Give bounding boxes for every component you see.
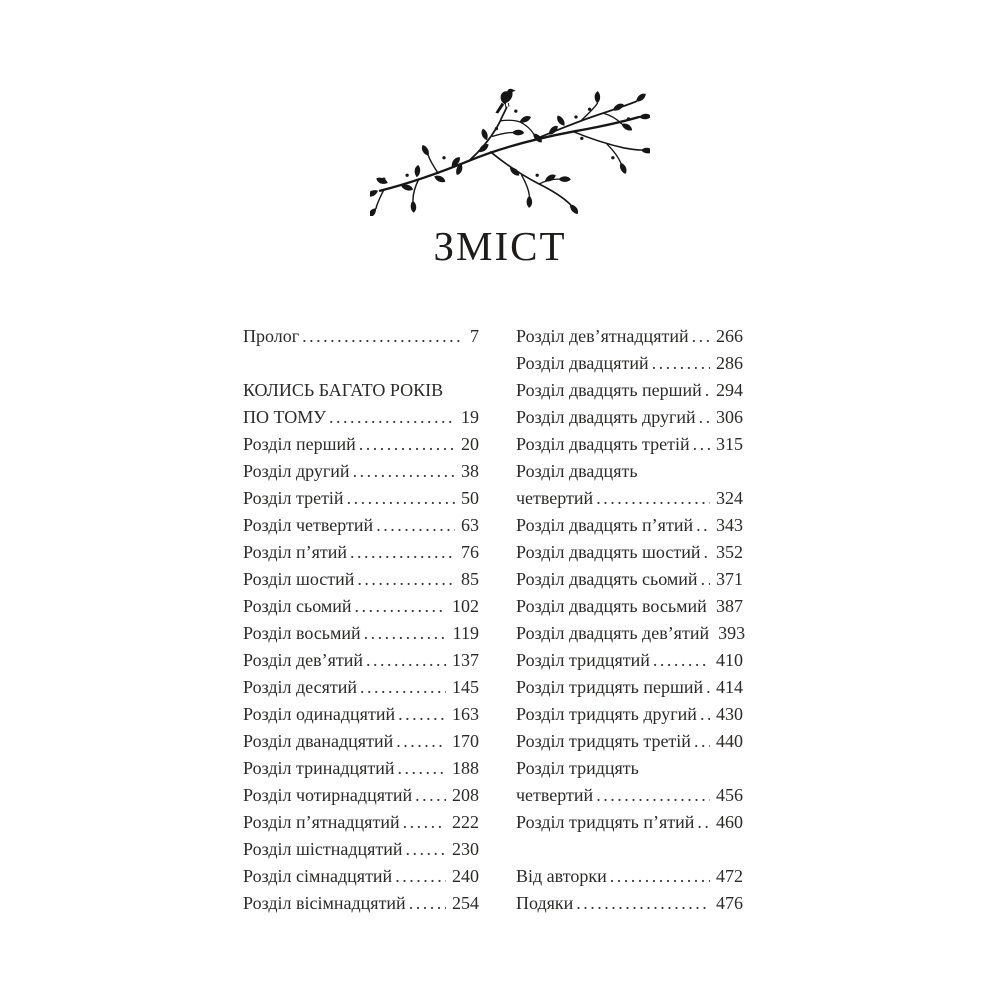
toc-page-number: 286 [716, 353, 743, 373]
toc-row [516, 350, 743, 377]
dot-leader [376, 512, 455, 539]
dot-leader [415, 782, 446, 809]
toc-entry-label: Розділ дев’ятий [243, 650, 364, 670]
toc-page-number: 254 [452, 893, 479, 913]
toc-entry-label: Розділ шостий [243, 569, 355, 589]
toc-page-number: 63 [461, 515, 479, 535]
toc-row [516, 728, 743, 755]
toc-entry-label: четвертий [516, 785, 594, 805]
toc-entry-label: Розділ тридцять другий [516, 704, 697, 724]
toc-entry-label: Розділ п’ятий [243, 542, 348, 562]
toc-entry-label: Розділ тридцятий [516, 650, 650, 670]
toc-entry-label: Розділ чотирнадцятий [243, 785, 413, 805]
toc-entry-label: Розділ тридцять третій [516, 731, 691, 751]
toc-row [243, 809, 479, 836]
toc-row [243, 890, 479, 917]
toc-row [516, 647, 743, 674]
toc-page-number: 119 [452, 623, 479, 643]
toc-entry-label: КОЛИСЬ БАГАТО РОКІВ [243, 380, 444, 400]
toc-page-number: 387 [716, 596, 743, 616]
dot-leader [396, 728, 446, 755]
dot-leader [703, 539, 710, 566]
toc-page-number: 145 [452, 677, 479, 697]
toc-page-number: 343 [716, 515, 743, 535]
dot-leader [353, 458, 455, 485]
toc-row [516, 620, 746, 647]
toc-row [516, 593, 743, 620]
dot-leader [366, 647, 446, 674]
toc-row [243, 620, 479, 647]
dot-leader [355, 593, 446, 620]
toc-page-number: 266 [716, 326, 743, 346]
branch-stems [376, 101, 641, 208]
toc-page-number: 38 [461, 461, 479, 481]
toc-row [243, 755, 479, 782]
toc-entry-label: Розділ восьмий [243, 623, 361, 643]
toc-page-number: 456 [716, 785, 743, 805]
toc-entry-label: Розділ двадцять шостий [516, 542, 701, 562]
toc-entry-label: Розділ двадцять восьмий [516, 596, 707, 616]
branch-ornament [370, 84, 650, 216]
toc-row [243, 539, 479, 566]
dot-leader [653, 647, 710, 674]
dot-leader [652, 350, 710, 377]
toc-page-number: 315 [716, 434, 743, 454]
toc-row [516, 512, 743, 539]
toc-page-number: 76 [461, 542, 479, 562]
dot-leader [696, 512, 710, 539]
toc-entry-label: Розділ перший [243, 434, 356, 454]
toc-entry-label: ПО ТОМУ [243, 407, 327, 427]
dot-leader [697, 809, 710, 836]
toc-column-left [243, 323, 479, 917]
toc-row [243, 377, 479, 404]
toc-row [243, 566, 479, 593]
toc-entry-label: Розділ двадцять [516, 461, 638, 481]
toc-page-number: 440 [716, 731, 743, 751]
toc-row [516, 431, 743, 458]
toc-page-number: 371 [716, 569, 743, 589]
toc-page-number: 430 [716, 704, 743, 724]
toc-entry-label: Розділ четвертий [243, 515, 374, 535]
toc-page-number: 410 [716, 650, 743, 670]
dot-leader [409, 890, 446, 917]
toc-page-number: 85 [461, 569, 479, 589]
toc-entry-label: Від авторки [516, 866, 607, 886]
toc-entry-label: Розділ сімнадцятий [243, 866, 393, 886]
toc-entry-label: Розділ десятий [243, 677, 357, 697]
toc-row [516, 539, 743, 566]
toc-row [516, 404, 743, 431]
toc-page-number: 7 [470, 326, 479, 346]
toc-entry-label: Розділ другий [243, 461, 350, 481]
toc-page-number: 294 [716, 380, 743, 400]
toc-row [243, 593, 479, 620]
dot-leader [700, 701, 710, 728]
toc-entry-label: Розділ тридцять [516, 758, 639, 778]
toc-page-number: 230 [452, 839, 479, 859]
dot-leader [398, 701, 446, 728]
toc-row [243, 782, 479, 809]
toc-row [243, 863, 479, 890]
toc-row [516, 323, 743, 350]
toc-column-right [516, 323, 746, 917]
toc-row [516, 458, 743, 485]
toc-entry-label: Розділ одинадцятий [243, 704, 396, 724]
toc-row [243, 323, 479, 350]
dot-leader [699, 404, 710, 431]
dot-leader [347, 485, 455, 512]
dot-leader [395, 863, 446, 890]
toc-row [516, 485, 743, 512]
dot-leader [692, 323, 710, 350]
toc-row [243, 512, 479, 539]
toc-entry-label: Пролог [243, 326, 300, 346]
toc-page-number: 19 [461, 407, 479, 427]
toc-entry-label: Розділ двадцять сьомий [516, 569, 698, 589]
toc-row [516, 377, 743, 404]
dot-leader [705, 377, 710, 404]
toc-entry-label: Розділ двадцятий [516, 353, 649, 373]
toc-row [516, 674, 743, 701]
table-of-contents [243, 323, 746, 917]
dot-leader [350, 539, 455, 566]
toc-row [243, 458, 479, 485]
toc-page-number: 208 [452, 785, 479, 805]
toc-entry-label: Розділ сьомий [243, 596, 352, 616]
dot-leader [706, 674, 710, 701]
toc-entry-label: Розділ вісімнадцятий [243, 893, 406, 913]
toc-entry-label: четвертий [516, 488, 594, 508]
toc-entry-label: Розділ дев’ятнадцятий [516, 326, 689, 346]
dot-leader [359, 431, 455, 458]
toc-page-number: 102 [452, 596, 479, 616]
branch-with-bird-icon [370, 84, 650, 216]
toc-page-number: 240 [452, 866, 479, 886]
dot-leader [329, 404, 455, 431]
dot-leader [693, 431, 710, 458]
toc-entry-label: Розділ п’ятнадцятий [243, 812, 400, 832]
toc-row [516, 701, 743, 728]
branch-leaves [370, 91, 650, 216]
toc-entry-label: Розділ двадцять другий [516, 407, 696, 427]
dot-leader [701, 566, 710, 593]
toc-spacer [516, 836, 743, 863]
toc-row [516, 890, 743, 917]
toc-entry-label: Подяки [516, 893, 574, 913]
toc-page-number: 324 [716, 488, 743, 508]
dot-leader [357, 566, 455, 593]
toc-page-number: 222 [452, 812, 479, 832]
toc-row [243, 404, 479, 431]
toc-row [243, 431, 479, 458]
toc-page-number: 20 [461, 434, 479, 454]
page-title: ЗМІСТ [433, 223, 567, 269]
toc-page-number: 414 [716, 677, 743, 697]
dot-leader [406, 836, 446, 863]
dot-leader [364, 620, 447, 647]
toc-row [516, 863, 743, 890]
toc-page-number: 460 [716, 812, 743, 832]
toc-row [516, 755, 743, 782]
dot-leader [398, 755, 446, 782]
toc-page-number: 472 [716, 866, 743, 886]
dot-leader [360, 674, 446, 701]
toc-entry-label: Розділ тринадцятий [243, 758, 395, 778]
toc-entry-label: Розділ двадцять третій [516, 434, 690, 454]
dot-leader [596, 782, 710, 809]
toc-entry-label: Розділ третій [243, 488, 344, 508]
toc-page-number: 476 [716, 893, 743, 913]
dot-leader [694, 728, 710, 755]
dot-leader [610, 863, 710, 890]
toc-row [516, 809, 743, 836]
toc-row [516, 782, 743, 809]
toc-entry-label: Розділ дванадцятий [243, 731, 394, 751]
toc-row [243, 674, 479, 701]
toc-row [243, 485, 479, 512]
toc-entry-label: Розділ шістнадцятий [243, 839, 403, 859]
dot-leader [302, 323, 464, 350]
toc-row [243, 701, 479, 728]
dot-leader [403, 809, 446, 836]
toc-page-number: 393 [718, 623, 746, 643]
toc-page-number: 137 [452, 650, 479, 670]
toc-entry-label: Розділ тридцять п’ятий [516, 812, 695, 832]
toc-page-number: 306 [716, 407, 743, 427]
toc-page-number: 50 [461, 488, 479, 508]
toc-row [243, 647, 479, 674]
toc-spacer [243, 350, 479, 377]
toc-page-number: 170 [452, 731, 479, 751]
toc-entry-label: Розділ двадцять дев’ятий [516, 623, 710, 643]
toc-page-number: 352 [716, 542, 743, 562]
toc-row [243, 728, 479, 755]
toc-row [243, 836, 479, 863]
toc-row [516, 566, 743, 593]
toc-entry-label: Розділ тридцять перший [516, 677, 704, 697]
dot-leader [576, 890, 710, 917]
toc-entry-label: Розділ двадцять п’ятий [516, 515, 694, 535]
dot-leader [596, 485, 710, 512]
toc-entry-label: Розділ двадцять перший [516, 380, 702, 400]
toc-page-number: 163 [452, 704, 479, 724]
toc-page-number: 188 [452, 758, 479, 778]
